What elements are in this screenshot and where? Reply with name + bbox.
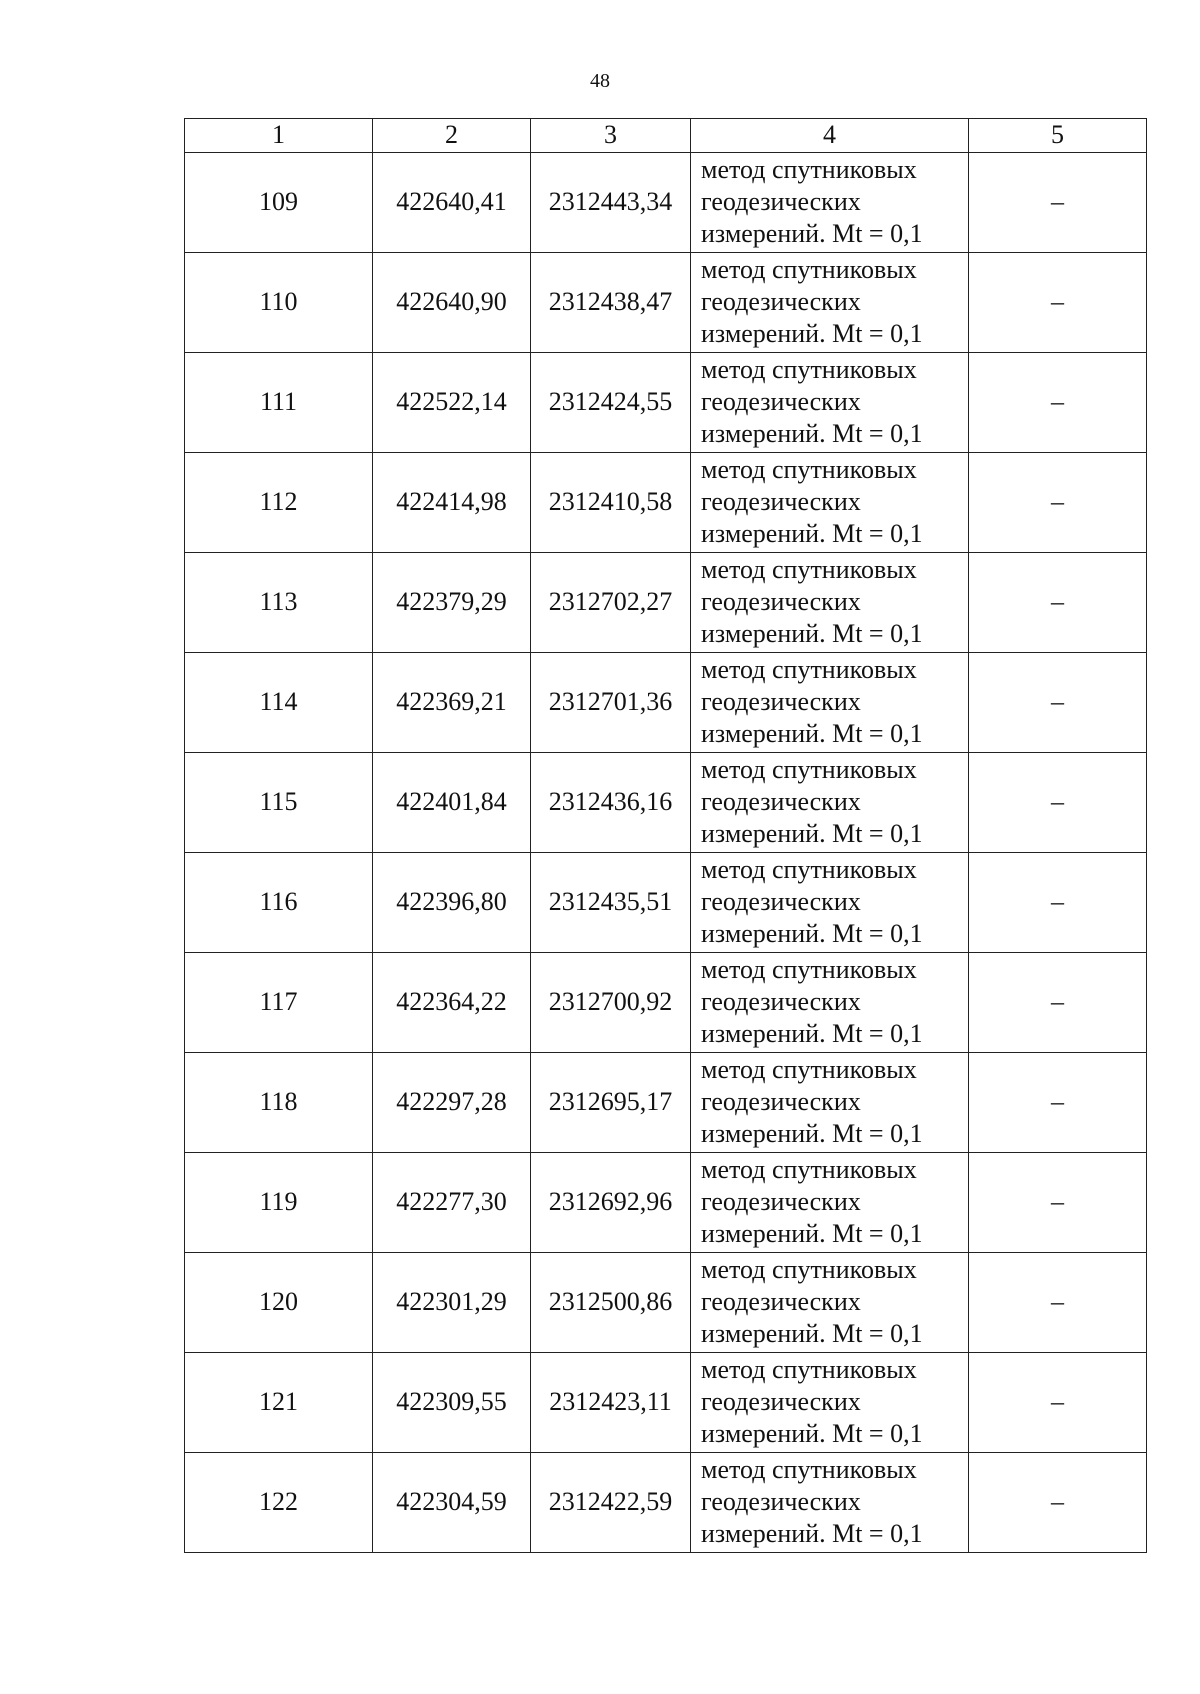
method-cell bbox=[691, 852, 969, 952]
note-cell bbox=[969, 1152, 1147, 1252]
point-id-cell bbox=[185, 752, 373, 852]
note-cell bbox=[969, 152, 1147, 252]
method-line-2: геодезических bbox=[701, 387, 861, 416]
point-id: 119 bbox=[259, 1186, 298, 1216]
method-line-3: измерений. Mt = 0,1 bbox=[701, 619, 923, 648]
method-line-2: геодезических bbox=[701, 1087, 861, 1116]
point-id: 111 bbox=[259, 386, 298, 416]
y-coordinate: 2312443,34 bbox=[548, 186, 673, 216]
method-cell bbox=[691, 452, 969, 552]
point-id: 109 bbox=[259, 186, 298, 216]
method-line-3: измерений. Mt = 0,1 bbox=[701, 1119, 923, 1148]
method-line-3: измерений. Mt = 0,1 bbox=[701, 1219, 923, 1248]
x-coordinate: 422401,84 bbox=[396, 786, 507, 816]
method-line-1: метод спутниковых bbox=[701, 1355, 917, 1384]
method-cell bbox=[691, 1152, 969, 1252]
x-coordinate-cell bbox=[373, 252, 531, 352]
method-line-2: геодезических bbox=[701, 887, 861, 916]
y-coordinate: 2312695,17 bbox=[548, 1086, 673, 1116]
y-coordinate-cell bbox=[531, 352, 691, 452]
x-coordinate-cell bbox=[373, 1052, 531, 1152]
point-id-cell bbox=[185, 352, 373, 452]
note-dash: – bbox=[1051, 1186, 1064, 1216]
y-coordinate: 2312692,96 bbox=[548, 1186, 673, 1216]
note-dash: – bbox=[1051, 186, 1064, 216]
table-row bbox=[185, 952, 1147, 1052]
method-line-1: метод спутниковых bbox=[701, 1455, 917, 1484]
table-row bbox=[185, 1452, 1147, 1552]
column-header-3: 3 bbox=[531, 119, 691, 153]
y-coordinate: 2312424,55 bbox=[548, 386, 673, 416]
method-line-2: геодезических bbox=[701, 1187, 861, 1216]
method-line-1: метод спутниковых bbox=[701, 855, 917, 884]
table-row bbox=[185, 752, 1147, 852]
note-cell bbox=[969, 952, 1147, 1052]
note-cell bbox=[969, 252, 1147, 352]
note-cell bbox=[969, 552, 1147, 652]
coordinates-table bbox=[184, 118, 1147, 1553]
method-line-1: метод спутниковых bbox=[701, 1055, 917, 1084]
note-cell bbox=[969, 1352, 1147, 1452]
method-line-2: геодезических bbox=[701, 1287, 861, 1316]
method-cell bbox=[691, 1052, 969, 1152]
method-cell bbox=[691, 552, 969, 652]
point-id: 110 bbox=[259, 286, 298, 316]
y-coordinate-cell bbox=[531, 752, 691, 852]
table-header-row bbox=[185, 119, 1147, 153]
point-id-cell bbox=[185, 1352, 373, 1452]
column-header-2: 2 bbox=[373, 119, 531, 153]
note-cell bbox=[969, 1252, 1147, 1352]
x-coordinate: 422379,29 bbox=[396, 586, 507, 616]
x-coordinate: 422297,28 bbox=[396, 1086, 507, 1116]
coordinates-table-container bbox=[184, 118, 1146, 1553]
method-line-2: геодезических bbox=[701, 487, 861, 516]
point-id-cell bbox=[185, 952, 373, 1052]
y-coordinate: 2312436,16 bbox=[548, 786, 673, 816]
x-coordinate-cell bbox=[373, 752, 531, 852]
method-cell bbox=[691, 952, 969, 1052]
x-coordinate: 422309,55 bbox=[396, 1386, 507, 1416]
point-id-cell bbox=[185, 852, 373, 952]
x-coordinate-cell bbox=[373, 552, 531, 652]
y-coordinate: 2312435,51 bbox=[548, 886, 673, 916]
method-line-2: геодезических bbox=[701, 987, 861, 1016]
point-id-cell bbox=[185, 1052, 373, 1152]
point-id: 120 bbox=[259, 1286, 298, 1316]
x-coordinate-cell bbox=[373, 352, 531, 452]
y-coordinate: 2312438,47 bbox=[548, 286, 673, 316]
method-line-3: измерений. Mt = 0,1 bbox=[701, 419, 923, 448]
method-cell bbox=[691, 252, 969, 352]
y-coordinate: 2312500,86 bbox=[548, 1286, 673, 1316]
y-coordinate: 2312422,59 bbox=[548, 1486, 673, 1516]
method-line-1: метод спутниковых bbox=[701, 1255, 917, 1284]
x-coordinate: 422640,90 bbox=[396, 286, 507, 316]
point-id-cell bbox=[185, 652, 373, 752]
y-coordinate-cell bbox=[531, 452, 691, 552]
method-line-2: геодезических bbox=[701, 1387, 861, 1416]
y-coordinate-cell bbox=[531, 1052, 691, 1152]
method-line-3: измерений. Mt = 0,1 bbox=[701, 1419, 923, 1448]
note-dash: – bbox=[1051, 1286, 1064, 1316]
method-cell bbox=[691, 1252, 969, 1352]
method-line-2: геодезических bbox=[701, 687, 861, 716]
x-coordinate-cell bbox=[373, 452, 531, 552]
note-dash: – bbox=[1051, 786, 1064, 816]
note-dash: – bbox=[1051, 486, 1064, 516]
point-id: 115 bbox=[259, 786, 298, 816]
point-id-cell bbox=[185, 452, 373, 552]
point-id: 116 bbox=[259, 886, 298, 916]
method-line-2: геодезических bbox=[701, 1487, 861, 1516]
y-coordinate: 2312702,27 bbox=[548, 586, 673, 616]
note-dash: – bbox=[1051, 586, 1064, 616]
point-id-cell bbox=[185, 252, 373, 352]
column-header-4: 4 bbox=[691, 119, 969, 153]
x-coordinate: 422640,41 bbox=[396, 186, 507, 216]
point-id: 122 bbox=[259, 1486, 298, 1516]
y-coordinate: 2312423,11 bbox=[549, 1386, 672, 1416]
note-cell bbox=[969, 1052, 1147, 1152]
y-coordinate: 2312410,58 bbox=[548, 486, 673, 516]
table-row bbox=[185, 252, 1147, 352]
method-line-3: измерений. Mt = 0,1 bbox=[701, 319, 923, 348]
note-cell bbox=[969, 652, 1147, 752]
y-coordinate: 2312700,92 bbox=[548, 986, 673, 1016]
note-dash: – bbox=[1051, 1386, 1064, 1416]
method-cell bbox=[691, 1452, 969, 1552]
table-row bbox=[185, 552, 1147, 652]
y-coordinate: 2312701,36 bbox=[548, 686, 673, 716]
note-cell bbox=[969, 452, 1147, 552]
point-id-cell bbox=[185, 1452, 373, 1552]
point-id: 118 bbox=[259, 1086, 298, 1116]
method-line-1: метод спутниковых bbox=[701, 155, 917, 184]
method-line-1: метод спутниковых bbox=[701, 655, 917, 684]
method-line-1: метод спутниковых bbox=[701, 755, 917, 784]
note-dash: – bbox=[1051, 1486, 1064, 1516]
x-coordinate: 422396,80 bbox=[396, 886, 507, 916]
point-id-cell bbox=[185, 552, 373, 652]
point-id: 114 bbox=[259, 686, 298, 716]
table-row bbox=[185, 1152, 1147, 1252]
method-line-3: измерений. Mt = 0,1 bbox=[701, 1019, 923, 1048]
x-coordinate-cell bbox=[373, 1152, 531, 1252]
x-coordinate: 422301,29 bbox=[396, 1286, 507, 1316]
method-line-1: метод спутниковых bbox=[701, 955, 917, 984]
x-coordinate-cell bbox=[373, 152, 531, 252]
method-line-2: геодезических bbox=[701, 187, 861, 216]
y-coordinate-cell bbox=[531, 152, 691, 252]
table-row bbox=[185, 1052, 1147, 1152]
x-coordinate: 422277,30 bbox=[396, 1186, 507, 1216]
method-line-2: геодезических bbox=[701, 587, 861, 616]
x-coordinate: 422304,59 bbox=[396, 1486, 507, 1516]
method-line-1: метод спутниковых bbox=[701, 1155, 917, 1184]
column-header-1: 1 bbox=[185, 119, 373, 153]
note-dash: – bbox=[1051, 886, 1064, 916]
method-line-3: измерений. Mt = 0,1 bbox=[701, 1519, 923, 1548]
point-id-cell bbox=[185, 152, 373, 252]
x-coordinate: 422369,21 bbox=[396, 686, 507, 716]
table-row bbox=[185, 1252, 1147, 1352]
method-line-3: измерений. Mt = 0,1 bbox=[701, 819, 923, 848]
y-coordinate-cell bbox=[531, 1452, 691, 1552]
note-cell bbox=[969, 852, 1147, 952]
note-cell bbox=[969, 1452, 1147, 1552]
table-row bbox=[185, 1352, 1147, 1452]
note-cell bbox=[969, 352, 1147, 452]
method-cell bbox=[691, 652, 969, 752]
y-coordinate-cell bbox=[531, 1352, 691, 1452]
y-coordinate-cell bbox=[531, 652, 691, 752]
table-body bbox=[185, 152, 1147, 1552]
x-coordinate-cell bbox=[373, 1252, 531, 1352]
method-cell bbox=[691, 352, 969, 452]
method-line-3: измерений. Mt = 0,1 bbox=[701, 519, 923, 548]
method-line-3: измерений. Mt = 0,1 bbox=[701, 719, 923, 748]
method-cell bbox=[691, 152, 969, 252]
x-coordinate-cell bbox=[373, 652, 531, 752]
x-coordinate-cell bbox=[373, 852, 531, 952]
y-coordinate-cell bbox=[531, 1252, 691, 1352]
point-id: 112 bbox=[259, 486, 298, 516]
x-coordinate: 422414,98 bbox=[396, 486, 507, 516]
method-line-2: геодезических bbox=[701, 787, 861, 816]
method-line-3: измерений. Mt = 0,1 bbox=[701, 1319, 923, 1348]
x-coordinate-cell bbox=[373, 1352, 531, 1452]
page-number: 48 bbox=[590, 70, 610, 92]
point-id-cell bbox=[185, 1252, 373, 1352]
method-cell bbox=[691, 1352, 969, 1452]
note-dash: – bbox=[1051, 386, 1064, 416]
y-coordinate-cell bbox=[531, 952, 691, 1052]
note-dash: – bbox=[1051, 286, 1064, 316]
table-row bbox=[185, 352, 1147, 452]
column-header-5: 5 bbox=[969, 119, 1147, 153]
point-id: 121 bbox=[259, 1386, 298, 1416]
y-coordinate-cell bbox=[531, 852, 691, 952]
y-coordinate-cell bbox=[531, 1152, 691, 1252]
table-row bbox=[185, 452, 1147, 552]
method-line-3: измерений. Mt = 0,1 bbox=[701, 919, 923, 948]
x-coordinate: 422522,14 bbox=[396, 386, 507, 416]
method-line-3: измерений. Mt = 0,1 bbox=[701, 219, 923, 248]
point-id-cell bbox=[185, 1152, 373, 1252]
note-dash: – bbox=[1051, 986, 1064, 1016]
point-id: 117 bbox=[259, 986, 298, 1016]
method-line-1: метод спутниковых bbox=[701, 355, 917, 384]
method-line-1: метод спутниковых bbox=[701, 255, 917, 284]
method-line-1: метод спутниковых bbox=[701, 555, 917, 584]
y-coordinate-cell bbox=[531, 252, 691, 352]
method-line-1: метод спутниковых bbox=[701, 455, 917, 484]
note-dash: – bbox=[1051, 1086, 1064, 1116]
method-line-2: геодезических bbox=[701, 287, 861, 316]
x-coordinate-cell bbox=[373, 1452, 531, 1552]
point-id: 113 bbox=[259, 586, 298, 616]
note-dash: – bbox=[1051, 686, 1064, 716]
table-row bbox=[185, 152, 1147, 252]
method-cell bbox=[691, 752, 969, 852]
x-coordinate-cell bbox=[373, 952, 531, 1052]
x-coordinate: 422364,22 bbox=[396, 986, 507, 1016]
table-row bbox=[185, 852, 1147, 952]
note-cell bbox=[969, 752, 1147, 852]
y-coordinate-cell bbox=[531, 552, 691, 652]
table-row bbox=[185, 652, 1147, 752]
